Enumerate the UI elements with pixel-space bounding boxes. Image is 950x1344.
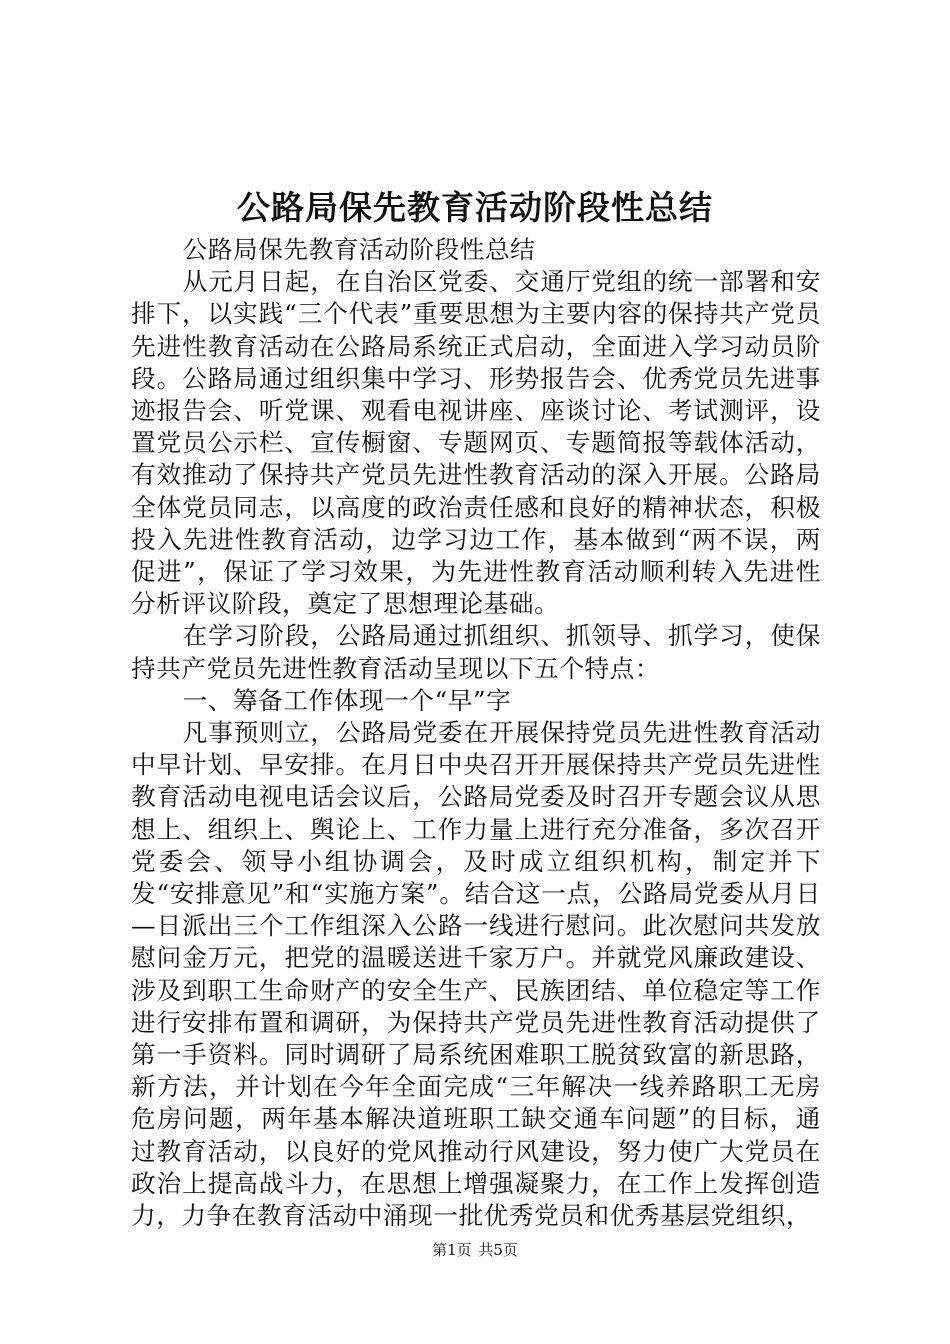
page-number: 第1页: [432, 1241, 472, 1259]
page-total: 共5页: [478, 1241, 518, 1259]
page-footer: [0, 1238, 950, 1262]
document-title: 公路局保先教育活动阶段性总结: [237, 188, 713, 227]
body-paragraph-preparation: 凡事预则立，公路局党委在开展保持党员先进性教育活动中早计划、早安排。在月日中央召开开展保持共产党员先进性教育活动电视电话会议后，公路局党委及时召开专题会议从思想上、组织上、舆论上、工作力量上进行充分准备，多次召开党委会、领导小组协调会，及时成立组织机构，制定并下发“安排意见”和“实施方案”。结合这一点，公路局党委从月日—日派出三个工作组深入公路一线进行慰问。此次慰问共发放慰问金万元，把党的温暖送进千家万户。并就党风廉政建设、涉及到职工生命财产的安全生产、民族团结、单位稳定等工作进行安排布置和调研，为保持共产党员先进性教育活动提供了第一手资料。同时调研了局系统困难职工脱贫致富的新思路，新方法，并计划在今年全面完成“三年解决一线养路职工无房危房问题，两年基本解决道班职工缺交通车问题”的目标，通过教育活动，以良好的党风推动行风建设，努力使广大党员在政治上提高战斗力，在思想上增强凝聚力，在工作上发挥创造力，力争在教育活动中涌现一批优秀党员和优秀基层党组织，: [131, 718, 821, 1231]
document-body: [131, 234, 821, 1232]
body-paragraph-subtitle: 公路局保先教育活动阶段性总结: [182, 235, 536, 264]
body-paragraph-features: 在学习阶段，公路局通过抓组织、抓领导、抓学习，使保持共产党员先进性教育活动呈现以下五个特点：: [131, 621, 821, 683]
body-paragraph-intro: 从元月日起，在自治区党委、交通厅党组的统一部署和安排下，以实践“三个代表”重要思想为主要内容的保持共产党员先进性教育活动在公路局系统正式启动，全面进入学习动员阶段。公路局通过组织集中学习、形势报告会、优秀党员先进事迹报告会、听党课、观看电视讲座、座谈讨论、考试测评，设置党员公示栏、宣传橱窗、专题网页、专题简报等载体活动，有效推动了保持共产党员先进性教育活动的深入开展。公路局全体党员同志，以高度的政治责任感和良好的精神状态，积极投入先进性教育活动，边学习边工作，基本做到“两不误，两促进”，保证了学习效果，为先进性教育活动顺利转入先进性分析评议阶段，奠定了思想理论基础。: [131, 267, 821, 619]
section-heading-one: 一、筹备工作体现一个“早”字: [182, 685, 512, 715]
